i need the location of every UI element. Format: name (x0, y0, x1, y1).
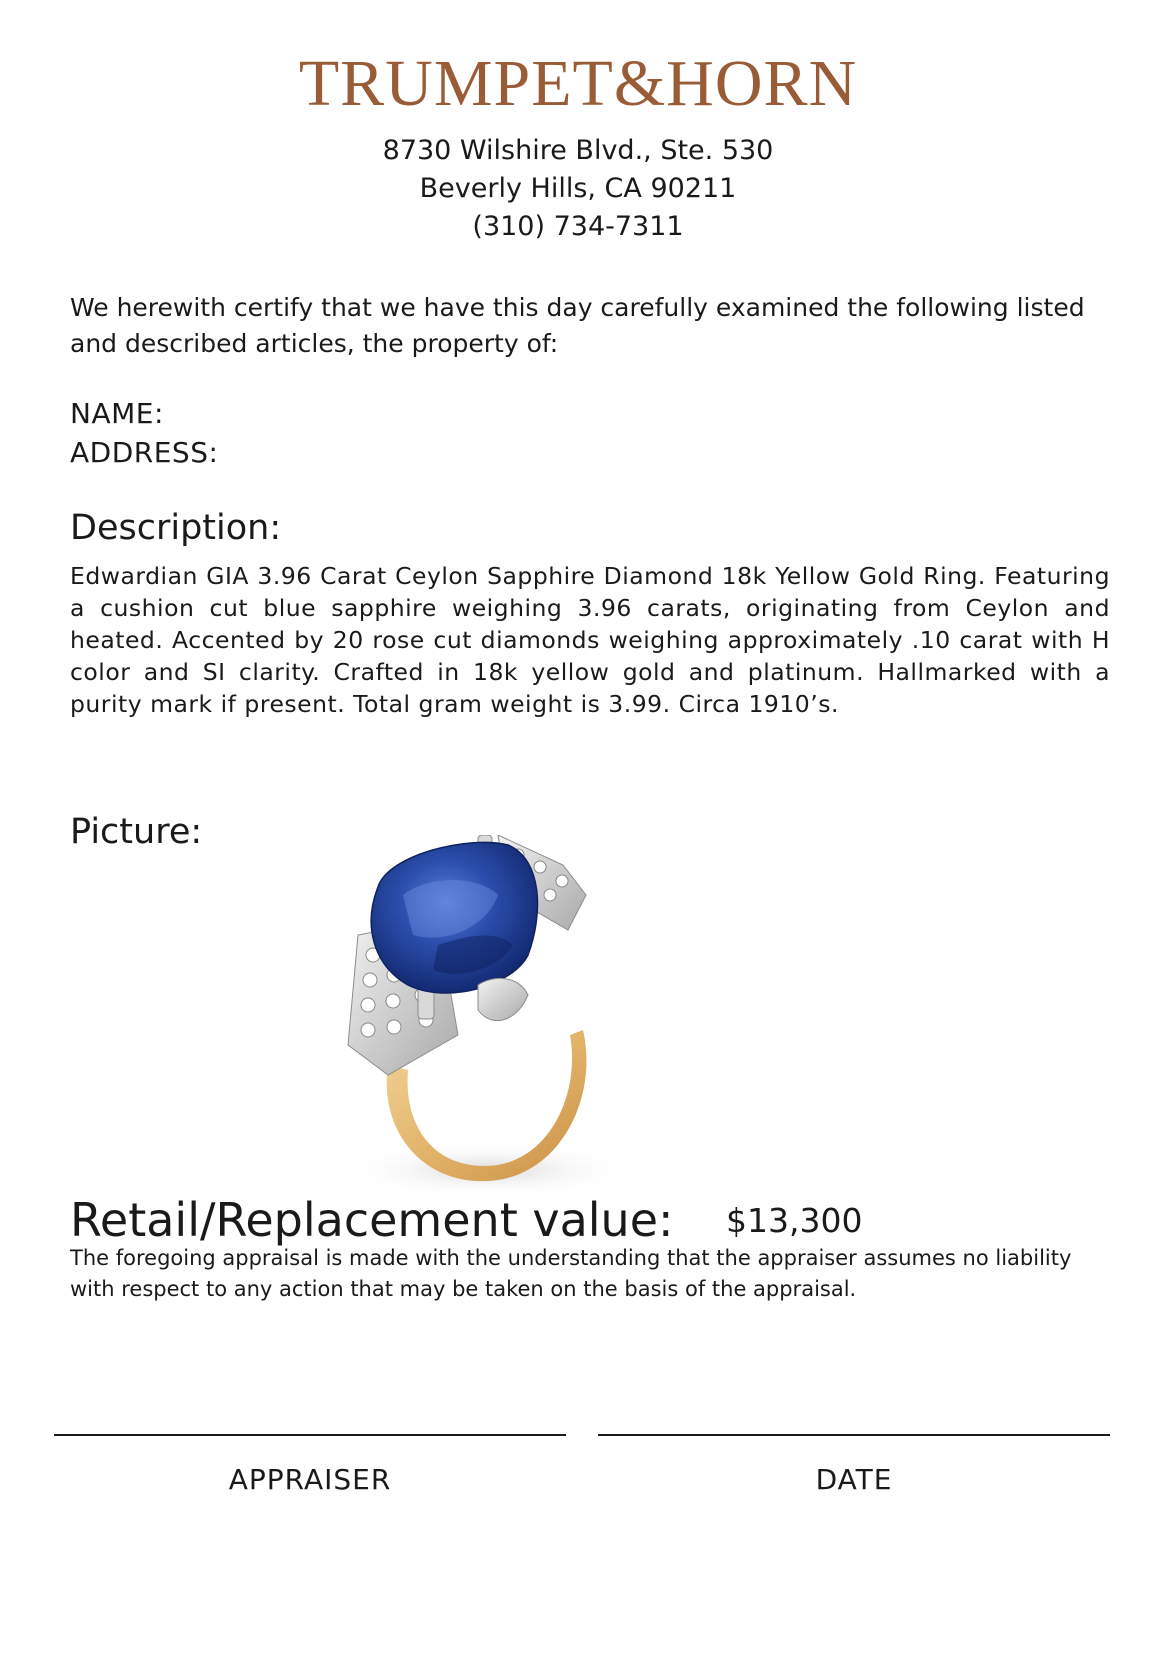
value-amount: $13,300 (726, 1201, 863, 1240)
ring-photo (318, 835, 648, 1200)
name-label: NAME: (70, 397, 164, 430)
certification-statement: We herewith certify that we have this day carefully examined the following listed and described articles, the property of: (70, 293, 1085, 358)
date-signature-line (598, 1434, 1110, 1436)
date-label: DATE (815, 1463, 893, 1496)
value-label: Retail/Replacement value: (70, 1193, 674, 1247)
description-text: Edwardian GIA 3.96 Carat Ceylon Sapphire Diamond 18k Yellow Gold Ring. Featuring a cushion cut blue sapphire weighing 3.96 carats, originating from Ceylon and heated. Accented by 20 rose cut diamonds weighing approximately .10 carat with H color and SI clarity. Crafted in 18k yellow gold and platinum. Hallmarked with a purity mark if present. Total gram weight is 3.99. Circa 1910’s. (70, 562, 1110, 718)
description-heading: Description: (70, 508, 282, 548)
sapphire-ring-illustration (318, 835, 648, 1200)
address-label: ADDRESS: (70, 436, 219, 469)
picture-heading: Picture: (70, 812, 203, 852)
phone-number: (310) 734-7311 (472, 211, 684, 242)
appraiser-signature-line (54, 1434, 566, 1436)
address-line-1: 8730 Wilshire Blvd., Ste. 530 (382, 135, 774, 166)
disclaimer-text: The foregoing appraisal is made with the understanding that the appraiser assumes no liability with respect to any action that may be taken on the basis of the appraisal. (70, 1246, 1072, 1301)
address-line-2: Beverly Hills, CA 90211 (419, 173, 737, 204)
appraiser-label: APPRAISER (228, 1463, 392, 1496)
brand-logo: TRUMPET&HORN (298, 47, 858, 120)
